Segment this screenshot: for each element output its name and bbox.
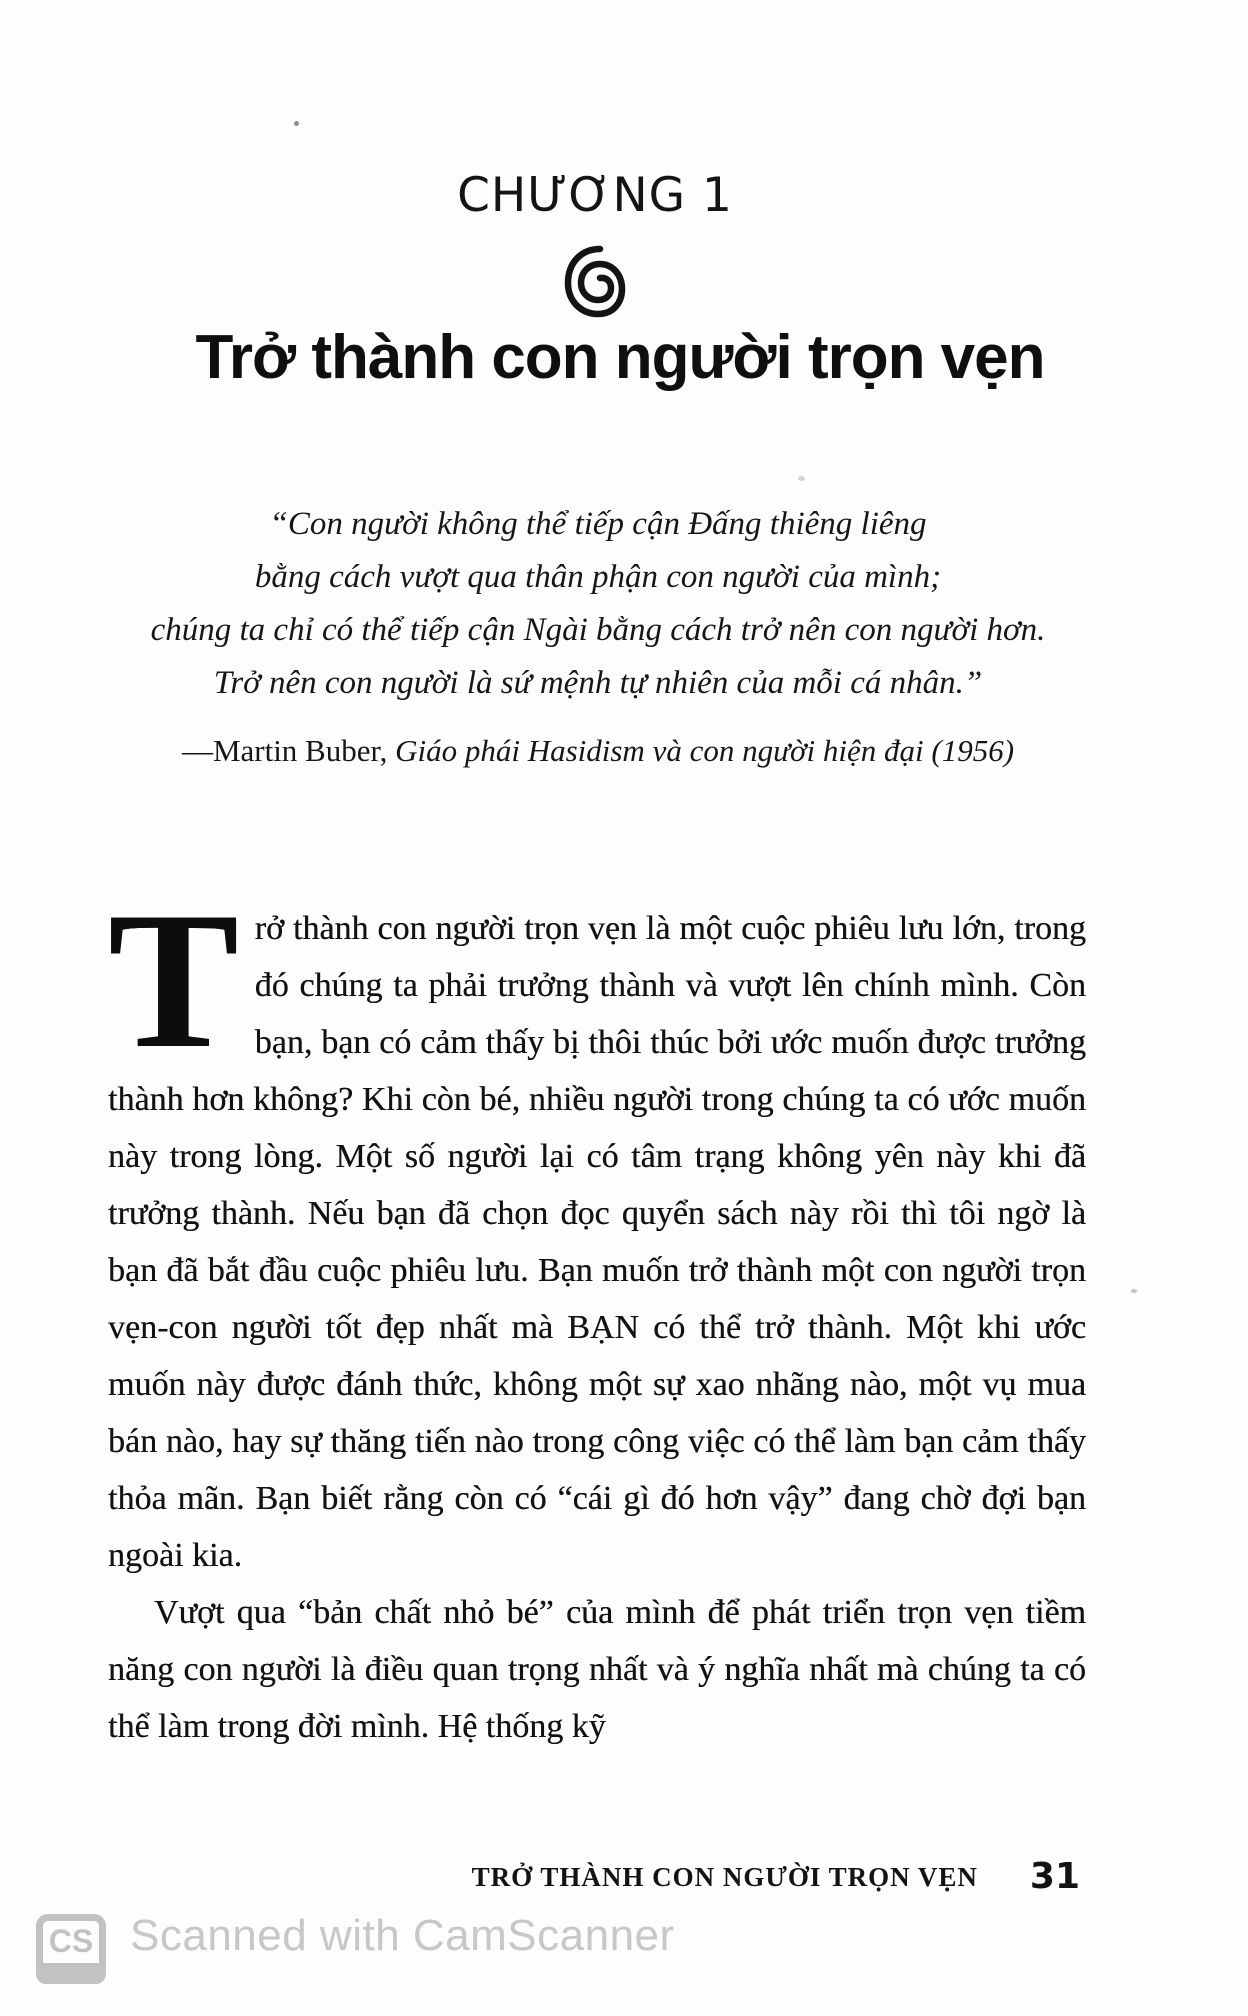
watermark-text: Scanned with CamScanner xyxy=(130,1911,675,1960)
scan-speck xyxy=(1131,1289,1137,1293)
attribution-dash: — xyxy=(181,733,213,768)
quote-line: chúng ta chỉ có thể tiếp cận Ngài bằng cách trở nên con người hơn. xyxy=(150,612,1046,648)
quote-line: Trở nên con người là sứ mệnh tự nhiên của mỗi cá nhân.” xyxy=(213,665,983,701)
camscanner-logo-text: CS xyxy=(48,1922,94,1959)
running-title: TRỞ THÀNH CON NGƯỜI TRỌN VẸN xyxy=(471,1862,978,1892)
attribution-work-title: Giáo phái Hasidism và con người hiện đại (1956) xyxy=(395,733,1015,768)
spiral-ornament-icon xyxy=(563,244,627,318)
camscanner-logo-icon xyxy=(36,1914,106,1970)
paragraph-2: Vượt qua “bản chất nhỏ bé” của mình để phát triển trọn vẹn tiềm năng con người là điều quan trọng nhất và ý nghĩa nhất mà chúng ta có thể làm trong đời mình. Hệ thống kỹ xyxy=(108,1594,1086,1745)
paragraph-1: rở thành con người trọn vẹn là một cuộc phiêu lưu lớn, trong đó chúng ta phải trưởng thành và vượt lên chính mình. Còn bạn, bạn có cảm thấy bị thôi thúc bởi ước muốn được trưởng thành hơn không? Khi còn bé, nhiều người trong chúng ta có ước muốn này trong lòng. Một số người lại có tâm trạng không yên này khi đã trưởng thành. Nếu bạn đã chọn đọc quyển sách này rồi thì tôi ngờ là bạn đã bắt đầu cuộc phiêu lưu. Bạn muốn trở thành một con người trọn vẹn-con người tốt đẹp nhất mà BẠN có thể trở thành. Một khi ước muốn này được đánh thức, không một sự xao nhãng nào, một vụ mua bán nào, hay sự thăng tiến nào trong công việc có thể làm bạn cảm thấy thỏa mãn. Bạn biết rằng còn có “cái gì đó hơn vậy” đang chờ đợi bạn ngoài kia. xyxy=(108,910,1086,1574)
epigraph-quote xyxy=(94,498,1102,777)
page-title: Trở thành con người trọn vẹn xyxy=(195,323,1045,392)
quote-attribution xyxy=(94,724,1102,777)
page-number: 31 xyxy=(1029,1856,1080,1897)
camscanner-logo-base xyxy=(36,1970,106,1984)
drop-cap: T xyxy=(108,872,239,1089)
camscanner-watermark xyxy=(36,1911,675,1970)
scan-speck xyxy=(294,121,299,126)
body-text xyxy=(108,872,1086,1755)
running-footer xyxy=(108,1856,1080,1897)
scan-speck xyxy=(798,476,805,481)
quote-line: bằng cách vượt qua thân phận con người của mình; xyxy=(254,559,942,595)
chapter-label: CHƯƠNG 1 xyxy=(457,168,733,223)
attribution-author: Martin Buber, xyxy=(212,733,396,768)
quote-line: “Con người không thể tiếp cận Đấng thiêng liêng xyxy=(269,506,927,542)
